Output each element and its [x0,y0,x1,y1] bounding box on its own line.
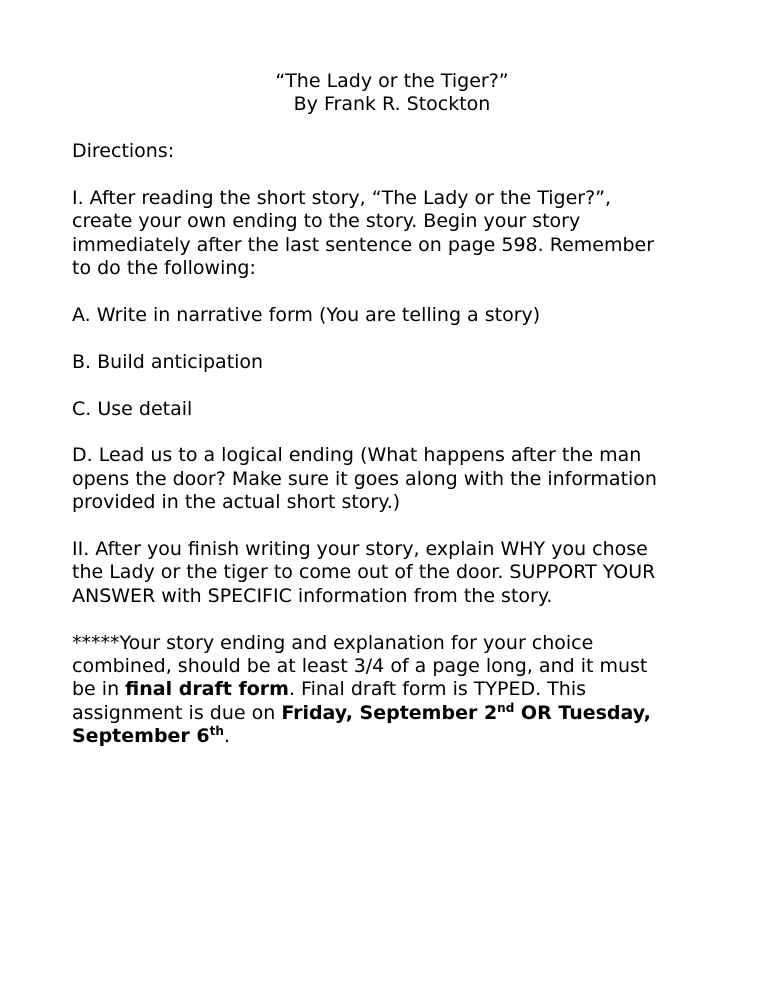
title-block [72,70,712,117]
part-two-line: the Lady or the tiger to come out of the door. SUPPORT YOUR [72,561,656,584]
note-text: . Final draft form is TYPED. This [288,678,587,701]
list-item-d-line: provided in the actual short story.) [72,491,401,514]
list-item-d-line: D. Lead us to a logical ending (What happens after the man [72,444,642,467]
part-one-line: immediately after the last sentence on page 598. Remember [72,233,655,256]
list-item-c: C. Use detail [72,397,193,420]
due-date-or-tuesday: OR Tuesday, [514,701,651,724]
directions-label: Directions: [72,140,175,163]
list-item-d [72,444,712,514]
ordinal-suffix: nd [497,700,515,715]
list-item-a: A. Write in narrative form (You are telling a story) [72,304,541,327]
note-text: be in [72,678,126,701]
list-item-b: B. Build anticipation [72,350,264,373]
part-two-line: II. After you finish writing your story, explain WHY you chose [72,538,648,561]
due-date-friday: Friday, September 2 [281,701,498,724]
note-line [72,725,712,748]
due-date-september-6: September 6 [72,725,210,748]
story-byline: By Frank R. Stockton [293,93,491,116]
part-one-instructions [72,187,712,281]
ordinal-suffix: th [209,724,224,739]
note-line [72,678,712,701]
story-title: “The Lady or the Tiger?” [275,70,509,92]
due-date-note [72,632,712,749]
list-item-d-line: opens the door? Make sure it goes along with the information [72,467,657,490]
part-two-line: ANSWER with SPECIFIC information from the story. [72,584,553,607]
part-one-line: to do the following: [72,257,256,280]
assignment-document [72,70,712,772]
note-text: assignment is due on [72,701,282,724]
note-line: *****Your story ending and explanation for your choice [72,631,594,654]
part-one-line: create your own ending to the story. Begin your story [72,210,581,233]
final-draft-emphasis: final draft form [125,678,289,701]
part-one-line: I. After reading the short story, “The Lady or the Tiger?”, [72,187,612,209]
note-line: combined, should be at least 3/4 of a page long, and it must [72,655,648,678]
note-text: . [223,725,230,748]
part-two-instructions [72,538,712,608]
note-line [72,702,712,725]
